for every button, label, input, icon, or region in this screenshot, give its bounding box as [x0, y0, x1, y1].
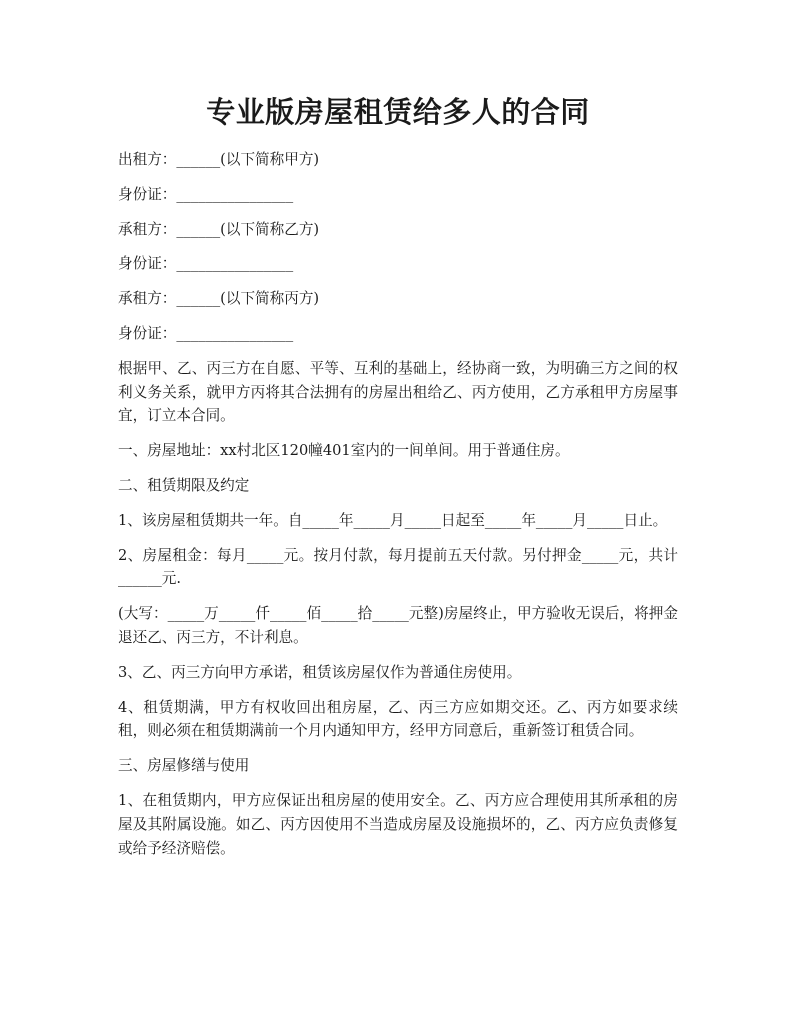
clause-2-2-rent: 2、房屋租金：每月_____元。按月付款，每月提前五天付款。另付押金_____元，共计______元.: [118, 546, 678, 588]
lessee-c-id-line: 身份证：________________: [118, 324, 294, 342]
lessor-line: 出租方：______(以下简称甲方): [118, 151, 320, 168]
preamble-paragraph: 根据甲、乙、丙三方在自愿、平等、互利的基础上，经协商一致，为明确三方之间的权利义务关系，就甲方丙将其合法拥有的房屋出租给乙、丙方使用，乙方承租甲方房屋事宜，订立本合同。: [118, 359, 678, 425]
section-2-heading: 二、租赁期限及约定: [118, 476, 250, 494]
clause-2-4-renewal: 4、租赁期满，甲方有权收回出租房屋，乙、丙三方应如期交还。乙、丙方如要求续租，则必须在租赁期满前一个月内通知甲方，经甲方同意后，重新签订租赁合同。: [118, 698, 678, 740]
section-1-address: 一、房屋地址：xx村北区120幢401室内的一间单间。用于普通住房。: [118, 442, 570, 460]
clause-2-1-term: 1、该房屋租赁期共一年。自_____年_____月_____日起至_____年_____月_____日止。: [118, 511, 668, 529]
lessee-b-line: 承租方：______(以下简称乙方): [118, 220, 320, 238]
document-title: 专业版房屋租赁给多人的合同: [206, 95, 590, 129]
lessee-c-line: 承租方：______(以下简称丙方): [118, 290, 320, 308]
lessee-b-id-line: 身份证：________________: [118, 255, 294, 273]
section-3-heading: 三、房屋修缮与使用: [118, 757, 250, 775]
clause-3-1-safety: 1、在租赁期内，甲方应保证出租房屋的使用安全。乙、丙方应合理使用其所承租的房屋及其附属设施。如乙、丙方因使用不当造成房屋及设施损坏的，乙、丙方应负责修复或给予经济赔偿。: [118, 791, 678, 857]
document-body: [118, 148, 678, 871]
clause-2-2-deposit-words: (大写：_____万_____仟_____佰_____拾_____元整)房屋终止，甲方验收无误后，将押金退还乙、丙三方，不计利息。: [118, 605, 678, 646]
lessor-id-line: 身份证：________________: [118, 185, 294, 203]
clause-2-3-usage: 3、乙、丙三方向甲方承诺，租赁该房屋仅作为普通住房使用。: [118, 663, 522, 681]
